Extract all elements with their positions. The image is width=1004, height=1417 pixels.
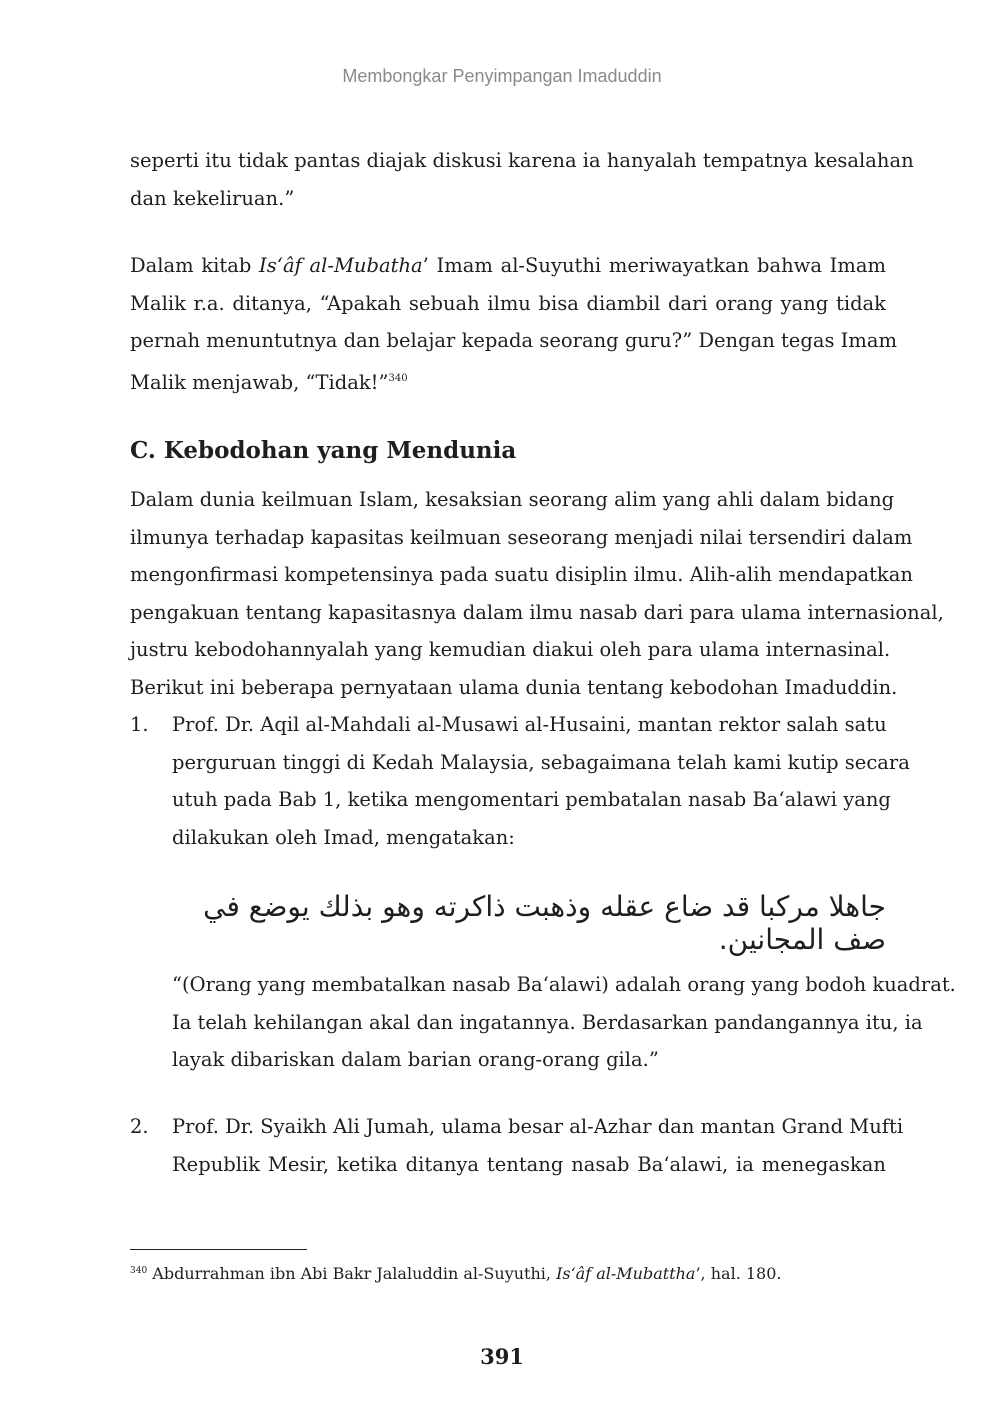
text-line: mengonfirmasi kompetensinya pada suatu disiplin ilmu. Alih-alih mendapatkan	[130, 563, 913, 587]
paragraph-1	[130, 142, 914, 217]
text-line: utuh pada Bab 1, ketika mengomentari pembatalan nasab Ba‘alawi yang	[172, 788, 891, 812]
text-line: Dalam dunia keilmuan Islam, kesaksian seorang alim yang ahli dalam bidang	[130, 488, 895, 511]
text-line: dan kekeliruan.”	[130, 186, 295, 210]
list-number-1: 1.	[130, 713, 149, 736]
list-number-2: 2.	[130, 1115, 149, 1138]
section-heading: C. Kebodohan yang Mendunia	[130, 437, 517, 464]
text-line: seperti itu tidak pantas diajak diskusi karena ia hanyalah tempatnya kesalahan	[130, 149, 914, 172]
running-header: Membongkar Penyimpangan Imaduddin	[342, 66, 662, 86]
list-item-2	[172, 1108, 904, 1183]
text-line: justru kebodohannyalah yang kemudian diakui oleh para ulama internasinal.	[130, 638, 891, 662]
paragraph-2	[130, 247, 897, 397]
text-line: Prof. Dr. Aqil al-Mahdali al-Musawi al-Husaini, mantan rektor salah satu	[172, 713, 887, 736]
list-item-1	[172, 706, 910, 856]
footnote-text: Abdurrahman ibn Abi Bakr Jalaluddin al-Suyuthi, Is‘âf al-Mubattha’, hal. 180.	[152, 1264, 782, 1283]
text-line: Prof. Dr. Syaikh Ali Jumah, ulama besar al-Azhar dan mantan Grand Mufti	[172, 1115, 904, 1138]
text-line: “(Orang yang membatalkan nasab Ba‘alawi) adalah orang yang bodoh kuadrat.	[172, 973, 956, 996]
text-line: Berikut ini beberapa pernyataan ulama dunia tentang kebodohan Imaduddin.	[130, 675, 898, 699]
text-line: ilmunya terhadap kapasitas keilmuan seseorang menjadi nilai tersendiri dalam	[130, 525, 913, 549]
text-line: dilakukan oleh Imad, mengatakan:	[172, 825, 515, 849]
text-line: layak dibariskan dalam barian orang-orang gila.”	[172, 1048, 659, 1072]
translation-quote	[172, 966, 956, 1079]
arabic-quote: جاهلا مركبا قد ضاع عقله وذهبت ذاكرته وهو بذلك يوضع في صف المجانين.	[203, 890, 886, 956]
paragraph-3	[130, 481, 944, 707]
text-line: Malik menjawab, “Tidak!”$^{340}$	[130, 370, 408, 394]
footnote	[130, 1264, 781, 1283]
text-line: Malik r.a. ditanya, “Apakah sebuah ilmu bisa diambil dari orang yang tidak	[130, 291, 886, 315]
text-line: perguruan tinggi di Kedah Malaysia, sebagaimana telah kami kutip secara	[172, 750, 910, 774]
text-line: pernah menuntutnya dan belajar kepada seorang guru?” Dengan tegas Imam	[130, 329, 897, 353]
footnote-number: 340	[130, 1266, 148, 1276]
text-line: Republik Mesir, ketika ditanya tentang nasab Ba‘alawi, ia menegaskan	[172, 1152, 886, 1176]
text-line: Ia telah kehilangan akal dan ingatannya. Berdasarkan pandangannya itu, ia	[172, 1010, 923, 1034]
footnote-divider	[130, 1249, 307, 1250]
page-number: 391	[480, 1344, 524, 1369]
text-line: pengakuan tentang kapasitasnya dalam ilmu nasab dari para ulama internasional,	[130, 600, 944, 624]
text-line: Dalam kitab Is‘âf al-Mubatha’ Imam al-Suyuthi meriwayatkan bahwa Imam	[130, 254, 886, 277]
